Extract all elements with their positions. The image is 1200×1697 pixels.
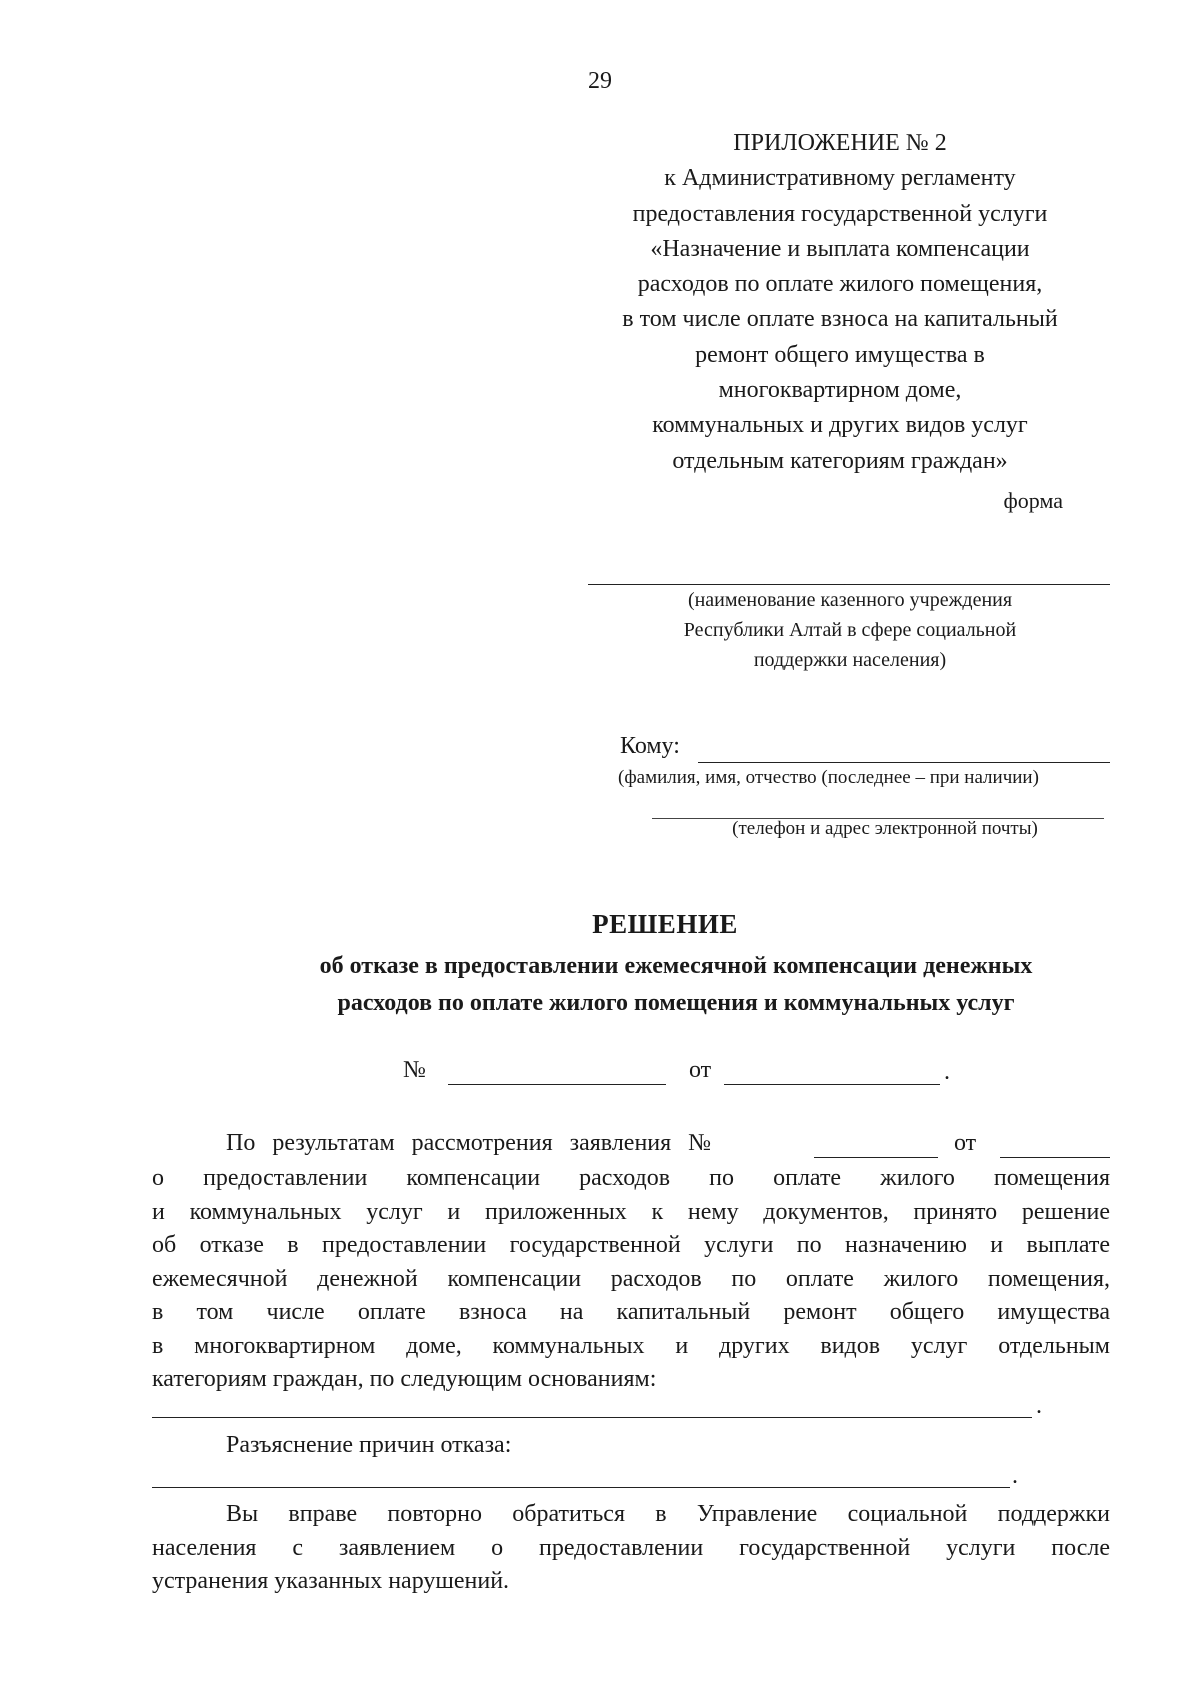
institution-caption-line: Республики Алтай в сфере социальной (683, 619, 1017, 641)
body-line: в том числе оплате взноса на капитальный ремонт общего имущества (152, 1299, 1110, 1325)
explanation-dot: . (1012, 1463, 1018, 1489)
decision-title: РЕШЕНИЕ (592, 909, 738, 939)
decision-subtitle-line: об отказе в предоставлении ежемесячной компенсации денежных (319, 953, 1033, 979)
decision-number-label: № (403, 1057, 426, 1083)
reasons-line[interactable] (152, 1417, 1032, 1418)
reapply-line: населения с заявлением о предоставлении государственной услуги после (152, 1534, 1110, 1561)
appendix-line: коммунальных и других видов услуг (652, 412, 1028, 439)
application-number-line[interactable] (814, 1157, 938, 1158)
decision-end-dot: . (944, 1059, 950, 1085)
appendix-line: отдельным категориям граждан» (672, 447, 1008, 474)
body-paragraph (152, 1162, 1110, 1397)
appendix-line: ПРИЛОЖЕНИЕ № 2 (733, 130, 947, 156)
recipient-name-line[interactable] (698, 762, 1110, 763)
reasons-dot: . (1036, 1393, 1042, 1419)
recipient-label: Кому: (620, 733, 680, 759)
reapply-line: устранения указанных нарушений. (152, 1568, 510, 1594)
explanation-line[interactable] (152, 1487, 1010, 1488)
body-line: в многоквартирном доме, коммунальных и других видов услуг отдельным (152, 1332, 1110, 1359)
decision-subtitle-line: расходов по оплате жилого помещения и коммунальных услуг (337, 990, 1015, 1016)
appendix-line: многоквартирном доме, (718, 377, 962, 404)
institution-caption (600, 585, 1100, 675)
appendix-line: «Назначение и выплата компенсации (650, 235, 1030, 262)
appendix-line: к Административному регламенту (664, 165, 1016, 192)
institution-caption-line: (наименование казенного учреждения (687, 589, 1013, 611)
decision-number-line[interactable] (448, 1084, 666, 1085)
body-line: об отказе в предоставлении государственной услуги по назначению и выплате (152, 1232, 1110, 1258)
appendix-header (560, 126, 1120, 479)
appendix-line: расходов по оплате жилого помещения, (637, 271, 1043, 298)
decision-date-line[interactable] (724, 1084, 940, 1085)
explanation-label: Разъяснение причин отказа: (226, 1432, 512, 1458)
appendix-line: предоставления государственной услуги (632, 200, 1048, 227)
application-date-line[interactable] (1000, 1157, 1110, 1158)
form-label: форма (1003, 488, 1063, 513)
reapply-line: Вы вправе повторно обратиться в Управление социальной поддержки (226, 1501, 1110, 1527)
decision-date-label: от (689, 1057, 712, 1083)
body-line: категориям граждан, по следующим основаниям: (152, 1366, 657, 1392)
page-number: 29 (588, 68, 612, 94)
body-first-line-from: от (954, 1130, 977, 1156)
appendix-line: в том числе оплате взноса на капитальный (622, 306, 1058, 333)
body-line: и коммунальных услуг и приложенных к нему документов, принято решение (152, 1198, 1110, 1225)
recipient-name-caption: (фамилия, имя, отчество (последнее – при наличии) (618, 767, 1039, 788)
recipient-contact-caption: (телефон и адрес электронной почты) (732, 818, 1038, 839)
appendix-line: ремонт общего имущества в (695, 341, 985, 368)
reapply-paragraph (152, 1498, 1110, 1599)
decision-subtitle (226, 948, 1126, 1022)
institution-caption-line: поддержки населения) (753, 649, 947, 671)
body-first-line-start: По результатам рассмотрения заявления № (226, 1130, 712, 1156)
body-line: о предоставлении компенсации расходов по оплате жилого помещения (152, 1165, 1110, 1191)
body-line: ежемесячной денежной компенсации расходов по оплате жилого помещения, (152, 1265, 1110, 1292)
